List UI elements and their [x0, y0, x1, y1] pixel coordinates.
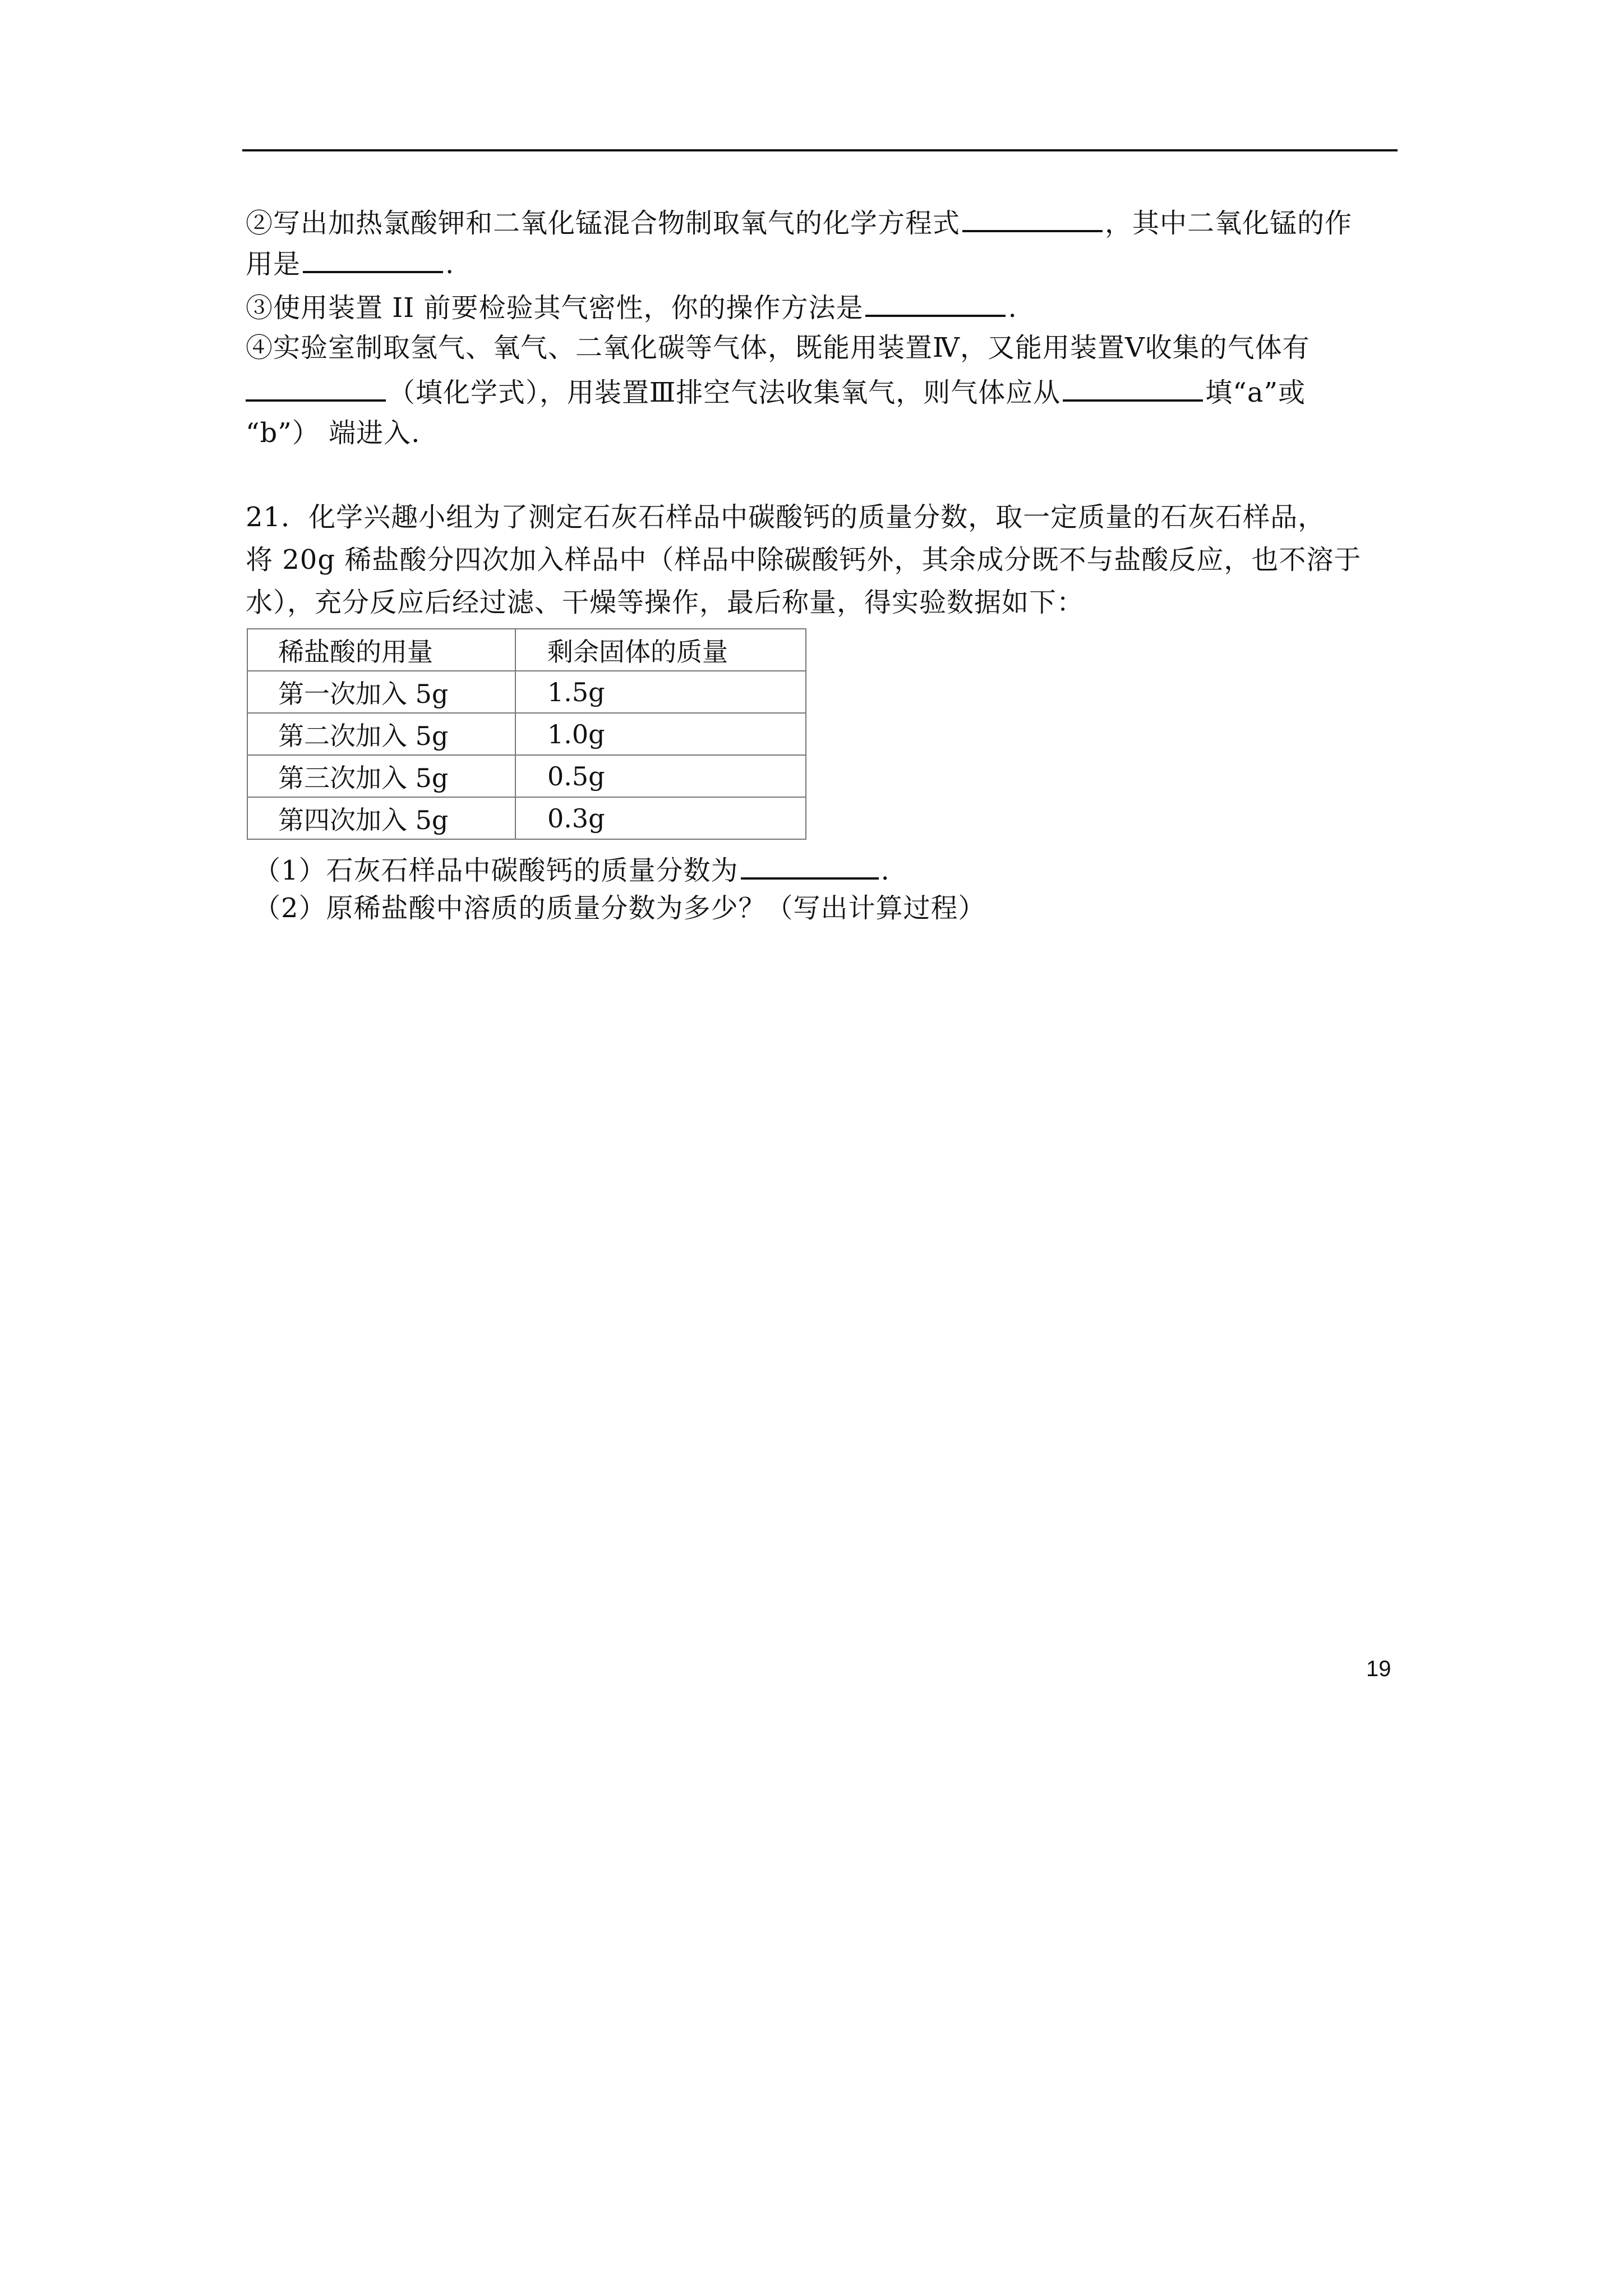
q21-text-3: 水），充分反应后经过滤、干燥等操作，最后称量，得实验数据如下：	[246, 587, 1085, 618]
q20-part2-line2	[246, 249, 454, 278]
table-cell: 0.5g	[515, 755, 806, 797]
q21-line3	[246, 589, 1084, 616]
q20-part3-text-a: ③使用装置 II 前要检验其气密性，你的操作方法是	[246, 292, 864, 324]
q20-part2-text-c: 用是	[246, 249, 301, 280]
q20-part2-text-b: ，其中二氧化锰的作	[1105, 208, 1353, 239]
answer-blank[interactable]	[1063, 377, 1203, 402]
table-header-cell: 剩余固体的质量	[515, 629, 806, 671]
table-row	[247, 797, 806, 839]
q20-part2-text-d: .	[445, 249, 455, 280]
answer-blank[interactable]	[865, 292, 1006, 317]
q20-part3-text-b: .	[1008, 292, 1017, 324]
data-table	[247, 628, 806, 840]
page-number: 19	[1366, 1657, 1391, 1681]
table-cell: 第四次加入 5g	[247, 797, 515, 839]
table-cell: 第一次加入 5g	[247, 671, 515, 713]
table-header-row	[247, 629, 806, 671]
answer-blank[interactable]	[962, 208, 1103, 232]
q20-part4-text-b: （填化学式），用装置Ⅲ排空气法收集氧气，则气体应从	[388, 377, 1061, 408]
q21-text-2: 将 20g 稀盐酸分四次加入样品中（样品中除碳酸钙外，其余成分既不与盐酸反应，也不溶于	[246, 544, 1362, 576]
q21-text-1: 21．化学兴趣小组为了测定石灰石样品中碳酸钙的质量分数，取一定质量的石灰石样品，	[246, 501, 1326, 533]
q21-sub2	[253, 892, 986, 924]
q20-part4-text-c: 填“a”或	[1205, 377, 1306, 408]
q20-part2-line1	[246, 208, 1352, 237]
q20-part4-text-a: ④实验室制取氢气、氧气、二氧化碳等气体，既能用装置Ⅳ，又能用装置Ⅴ收集的气体有	[246, 332, 1310, 364]
table-row	[247, 671, 806, 713]
table-header-cell: 稀盐酸的用量	[247, 629, 515, 671]
table-cell: 1.5g	[515, 671, 806, 713]
q20-part4-text-d: “b”） 端进入.	[246, 417, 421, 449]
table-row	[247, 713, 806, 755]
answer-blank[interactable]	[246, 377, 386, 402]
table-row	[247, 755, 806, 797]
q21-sub1-text-b: .	[880, 855, 890, 886]
q20-part4-line1	[246, 332, 1310, 364]
table-cell: 0.3g	[515, 797, 806, 839]
q21-sub2-text: （2）原稀盐酸中溶质的质量分数为多少？（写出计算过程）	[253, 892, 986, 924]
table-cell: 1.0g	[515, 713, 806, 755]
q21-sub1	[253, 855, 890, 884]
q20-part4-line2	[246, 377, 1306, 406]
header-rule	[242, 149, 1398, 151]
table-cell: 第三次加入 5g	[247, 755, 515, 797]
q20-part4-line3	[246, 417, 421, 449]
answer-blank[interactable]	[303, 249, 443, 273]
table-cell: 第二次加入 5g	[247, 713, 515, 755]
q20-part2-text-a: ②写出加热氯酸钾和二氧化锰混合物制取氧气的化学方程式	[246, 208, 961, 239]
q21-sub1-text-a: （1）石灰石样品中碳酸钙的质量分数为	[253, 855, 739, 886]
q21-line1	[246, 501, 1326, 533]
q20-part3-line	[246, 292, 1017, 324]
answer-blank[interactable]	[741, 855, 879, 880]
q21-line2	[246, 544, 1362, 576]
